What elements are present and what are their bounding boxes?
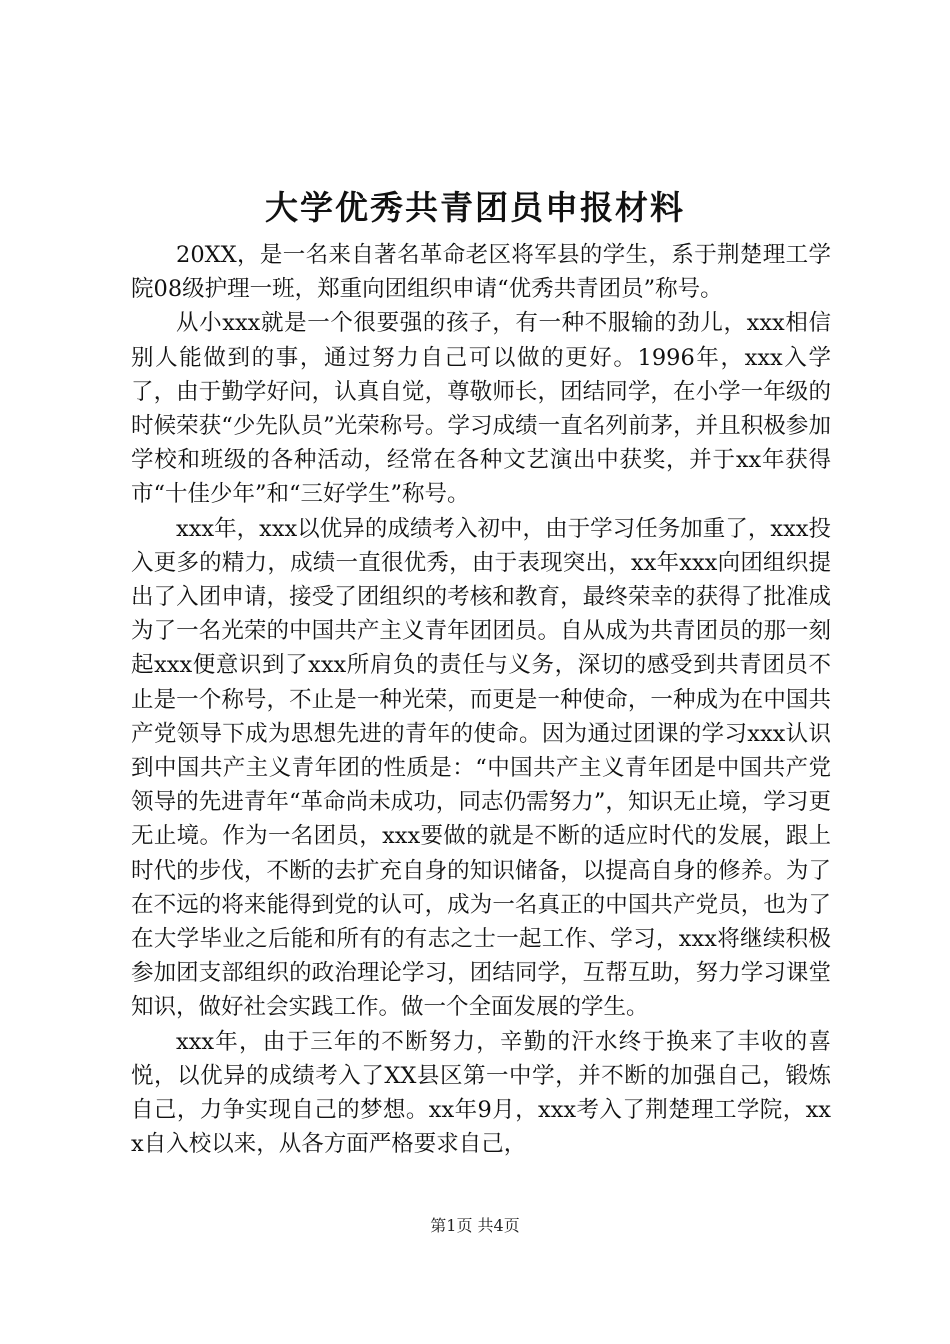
paragraph-1: 20XX，是一名来自著名革命老区将军县的学生，系于荆楚理工学院08级护理一班，郑重向团组织申请“优秀共青团员”称号。 — [131, 242, 831, 303]
paragraph-3: xxx年，xxx以优异的成绩考入初中，由于学习任务加重了，xxx投入更多的精力，成绩一直很优秀，由于表现突出，xx年xxx向团组织提出了入团申请，接受了团组织的考核和教育，最终荣幸的获得了批准成为了一名光荣的中国共产主义青年团团员。自从成为共青团员的那一刻起xxx便意识到了xxx所肩负的责任与义务，深切的感受到共青团员不止是一个称号，不止是一种光荣，而更是一种使命，一种成为在中国共产党领导下成为思想先进的青年的使命。因为通过团课的学习xxx认识到中国共产主义青年团的性质是：“中国共产主义青年团是中国共产党领导的先进青年“革命尚未成功，同志仍需努力”，知识无止境，学习更无止境。作为一名团员，xxx要做的就是不断的适应时代的发展，跟上时代的步伐，不断的去扩充自身的知识储备，以提高自身的修养。为了在不远的将来能得到党的认可，成为一名真正的中国共产党员，也为了在大学毕业之后能和所有的有志之士一起工作、学习，xxx将继续积极参加团支部组织的政治理论学习，团结同学，互帮互助，努力学习课堂知识，做好社会实践工作。做一个全面发展的学生。 — [131, 515, 831, 1021]
paragraph-2: 从小xxx就是一个很要强的孩子，有一种不服输的劲儿，xxx相信别人能做到的事，通过努力自己可以做的更好。1996年，xxx入学了，由于勤学好问，认真自觉，尊敬师长，团结同学，在小学一年级的时候荣获“少先队员”光荣称号。学习成绩一直名列前茅，并且积极参加学校和班级的各种活动，经常在各种文艺演出中获奖，并于xx年获得市“十佳少年”和“三好学生”称号。 — [131, 310, 831, 508]
paragraph-4: xxx年，由于三年的不断努力，辛勤的汗水终于换来了丰收的喜悦，以优异的成绩考入了XX县区第一中学，并不断的加强自己，锻炼自己，力争实现自己的梦想。xx年9月，xxx考入了荆楚理工学院，xxx自入校以来，从各方面严格要求自己， — [131, 1028, 831, 1158]
page-footer: 第1页 共4页 — [430, 1216, 520, 1235]
document-title: 大学优秀共青团员申报材料 — [265, 188, 685, 227]
document-body — [131, 238, 831, 1161]
